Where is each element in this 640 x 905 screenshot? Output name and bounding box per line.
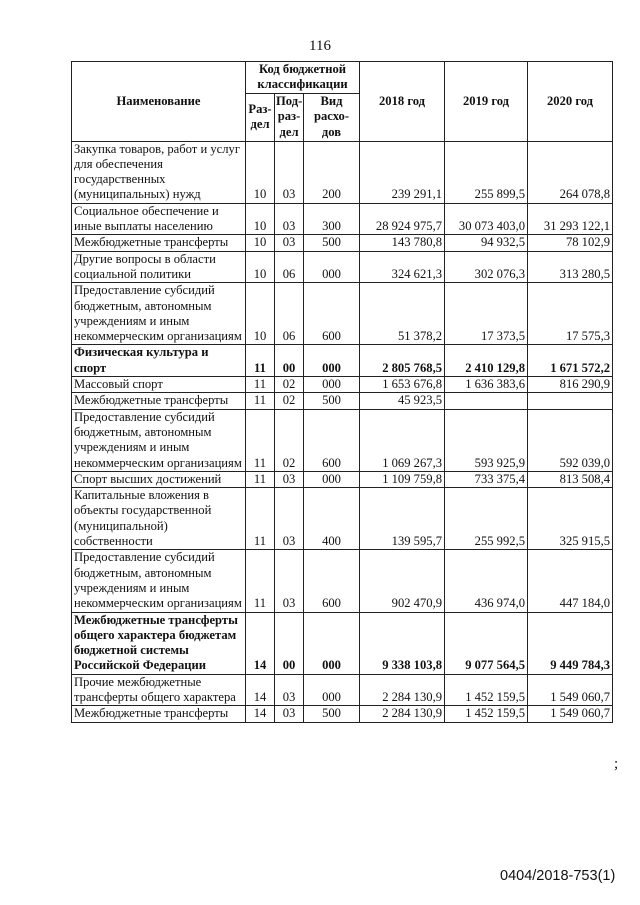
- row-name: Закупка товаров, работ и услуг для обеспечения государственных (муниципальных) нужд: [72, 141, 246, 203]
- row-value-2020: 9 449 784,3: [528, 612, 613, 674]
- row-expense-type: 600: [304, 283, 360, 345]
- row-section: 10: [246, 251, 275, 283]
- row-expense-type: 600: [304, 409, 360, 471]
- row-name: Межбюджетные трансферты: [72, 706, 246, 722]
- row-value-2019: 255 992,5: [445, 488, 528, 550]
- row-section: 10: [246, 235, 275, 251]
- header-subsection: Под-раз-дел: [275, 93, 304, 141]
- row-section: 14: [246, 612, 275, 674]
- document-code: 0404/2018-753(1): [500, 868, 616, 884]
- budget-table: [71, 61, 613, 723]
- trailing-semicolon: ;: [614, 756, 619, 772]
- row-value-2018: 2 284 130,9: [360, 674, 445, 706]
- row-value-2019: 255 899,5: [445, 141, 528, 203]
- row-value-2019: 2 410 129,8: [445, 345, 528, 377]
- row-section: 11: [246, 345, 275, 377]
- table-row: [72, 488, 613, 550]
- row-value-2020: 313 280,5: [528, 251, 613, 283]
- row-value-2018: 9 338 103,8: [360, 612, 445, 674]
- row-name: Предоставление субсидий бюджетным, автономным учреждениям и иным некоммерческим организациям: [72, 409, 246, 471]
- row-expense-type: 300: [304, 203, 360, 235]
- row-subsection: 03: [275, 550, 304, 612]
- row-name: Межбюджетные трансферты общего характера бюджетам бюджетной системы Российской Федерации: [72, 612, 246, 674]
- row-section: 14: [246, 706, 275, 722]
- row-subsection: 03: [275, 203, 304, 235]
- header-section: Раз-дел: [246, 93, 275, 141]
- row-subsection: 06: [275, 251, 304, 283]
- table-row: [72, 706, 613, 722]
- table-row: [72, 141, 613, 203]
- row-expense-type: 000: [304, 471, 360, 487]
- row-value-2019: 30 073 403,0: [445, 203, 528, 235]
- row-value-2019: 1 452 159,5: [445, 706, 528, 722]
- row-name: Межбюджетные трансферты: [72, 393, 246, 409]
- row-subsection: 02: [275, 377, 304, 393]
- table-row: [72, 345, 613, 377]
- row-value-2020: 78 102,9: [528, 235, 613, 251]
- row-value-2019: 1 636 383,6: [445, 377, 528, 393]
- row-value-2020: 325 915,5: [528, 488, 613, 550]
- row-expense-type: 500: [304, 706, 360, 722]
- row-subsection: 03: [275, 141, 304, 203]
- table-row: [72, 393, 613, 409]
- row-subsection: 02: [275, 393, 304, 409]
- row-subsection: 02: [275, 409, 304, 471]
- row-expense-type: 500: [304, 235, 360, 251]
- header-year-2020: 2020 год: [528, 62, 613, 142]
- row-name: Предоставление субсидий бюджетным, автономным учреждениям и иным некоммерческим организациям: [72, 550, 246, 612]
- row-subsection: 03: [275, 706, 304, 722]
- row-value-2020: 813 508,4: [528, 471, 613, 487]
- table-row: [72, 674, 613, 706]
- table-row: [72, 471, 613, 487]
- table-row: [72, 550, 613, 612]
- row-subsection: 06: [275, 283, 304, 345]
- page-number: 116: [309, 38, 331, 54]
- header-name: Наименование: [72, 62, 246, 142]
- header-expense-type: Вид расхо-дов: [304, 93, 360, 141]
- row-value-2018: 2 284 130,9: [360, 706, 445, 722]
- row-value-2020: 31 293 122,1: [528, 203, 613, 235]
- header-budget-code: Код бюджетной классификации: [246, 62, 360, 94]
- row-section: 11: [246, 550, 275, 612]
- row-value-2018: 1 109 759,8: [360, 471, 445, 487]
- row-value-2018: 2 805 768,5: [360, 345, 445, 377]
- row-name: Социальное обеспечение и иные выплаты населению: [72, 203, 246, 235]
- row-section: 11: [246, 409, 275, 471]
- row-expense-type: 500: [304, 393, 360, 409]
- table-row: [72, 377, 613, 393]
- row-value-2019: 94 932,5: [445, 235, 528, 251]
- row-name: Капитальные вложения в объекты государственной (муниципальной) собственности: [72, 488, 246, 550]
- row-subsection: 03: [275, 471, 304, 487]
- table-row: [72, 235, 613, 251]
- row-value-2020: [528, 393, 613, 409]
- row-subsection: 00: [275, 345, 304, 377]
- row-value-2020: 447 184,0: [528, 550, 613, 612]
- row-value-2020: 816 290,9: [528, 377, 613, 393]
- header-year-2018: 2018 год: [360, 62, 445, 142]
- row-value-2019: [445, 393, 528, 409]
- row-value-2018: 143 780,8: [360, 235, 445, 251]
- row-value-2018: 902 470,9: [360, 550, 445, 612]
- header-year-2019: 2019 год: [445, 62, 528, 142]
- row-value-2018: 324 621,3: [360, 251, 445, 283]
- row-value-2018: 28 924 975,7: [360, 203, 445, 235]
- row-name: Массовый спорт: [72, 377, 246, 393]
- row-section: 11: [246, 488, 275, 550]
- row-section: 14: [246, 674, 275, 706]
- row-expense-type: 200: [304, 141, 360, 203]
- row-expense-type: 400: [304, 488, 360, 550]
- row-section: 10: [246, 141, 275, 203]
- row-expense-type: 600: [304, 550, 360, 612]
- row-value-2018: 1 069 267,3: [360, 409, 445, 471]
- row-value-2019: 17 373,5: [445, 283, 528, 345]
- table-row: [72, 203, 613, 235]
- row-name: Физическая культура и спорт: [72, 345, 246, 377]
- row-subsection: 03: [275, 235, 304, 251]
- row-value-2019: 733 375,4: [445, 471, 528, 487]
- row-value-2018: 239 291,1: [360, 141, 445, 203]
- row-value-2020: 17 575,3: [528, 283, 613, 345]
- row-expense-type: 000: [304, 251, 360, 283]
- row-section: 10: [246, 283, 275, 345]
- row-value-2019: 593 925,9: [445, 409, 528, 471]
- row-expense-type: 000: [304, 345, 360, 377]
- row-value-2020: 1 549 060,7: [528, 674, 613, 706]
- row-expense-type: 000: [304, 612, 360, 674]
- row-name: Прочие межбюджетные трансферты общего характера: [72, 674, 246, 706]
- row-name: Межбюджетные трансферты: [72, 235, 246, 251]
- row-value-2018: 45 923,5: [360, 393, 445, 409]
- table-row: [72, 612, 613, 674]
- row-value-2019: 1 452 159,5: [445, 674, 528, 706]
- row-value-2020: 1 549 060,7: [528, 706, 613, 722]
- row-expense-type: 000: [304, 674, 360, 706]
- row-section: 10: [246, 203, 275, 235]
- table-row: [72, 283, 613, 345]
- row-value-2018: 139 595,7: [360, 488, 445, 550]
- row-name: Предоставление субсидий бюджетным, автономным учреждениям и иным некоммерческим организациям: [72, 283, 246, 345]
- row-value-2020: 592 039,0: [528, 409, 613, 471]
- row-value-2018: 1 653 676,8: [360, 377, 445, 393]
- row-value-2020: 1 671 572,2: [528, 345, 613, 377]
- table-row: [72, 251, 613, 283]
- row-expense-type: 000: [304, 377, 360, 393]
- row-section: 11: [246, 393, 275, 409]
- row-value-2018: 51 378,2: [360, 283, 445, 345]
- row-subsection: 03: [275, 488, 304, 550]
- row-subsection: 00: [275, 612, 304, 674]
- row-name: Спорт высших достижений: [72, 471, 246, 487]
- table-row: [72, 409, 613, 471]
- row-value-2019: 302 076,3: [445, 251, 528, 283]
- row-section: 11: [246, 377, 275, 393]
- row-subsection: 03: [275, 674, 304, 706]
- row-name: Другие вопросы в области социальной политики: [72, 251, 246, 283]
- row-value-2019: 9 077 564,5: [445, 612, 528, 674]
- row-section: 11: [246, 471, 275, 487]
- row-value-2020: 264 078,8: [528, 141, 613, 203]
- row-value-2019: 436 974,0: [445, 550, 528, 612]
